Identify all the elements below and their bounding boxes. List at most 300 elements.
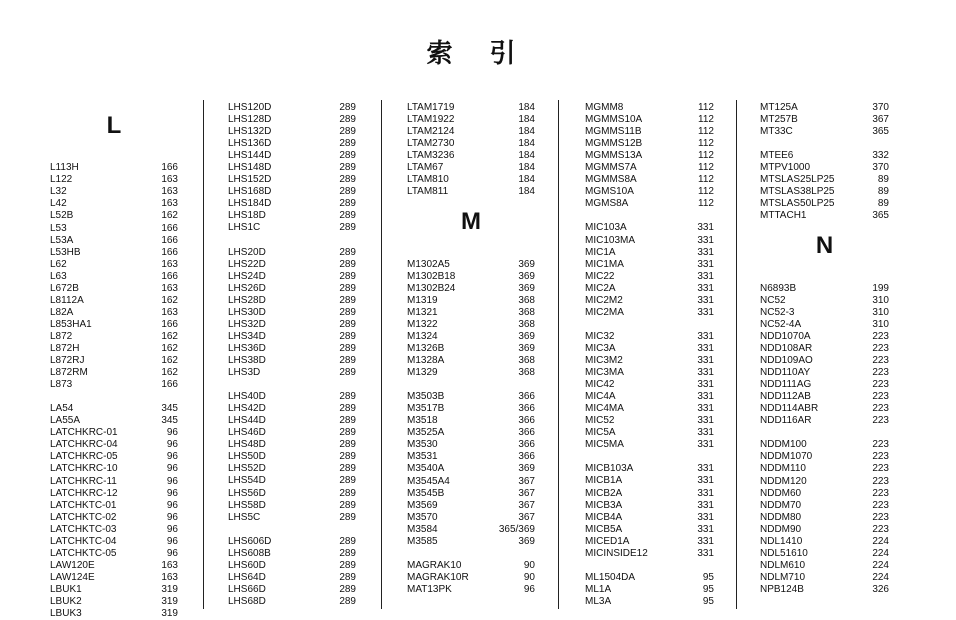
product-code: MAGRAK10R	[407, 571, 469, 583]
index-entry	[760, 488, 889, 500]
product-code: NDDM90	[760, 523, 802, 535]
page-number: 163	[161, 198, 178, 210]
group-spacer	[407, 548, 535, 560]
product-code: L873	[50, 379, 73, 391]
page-number: 366	[518, 391, 535, 403]
index-entry	[407, 283, 535, 295]
page-number: 223	[872, 403, 889, 415]
index-entry	[407, 451, 535, 463]
product-code: M3570	[407, 511, 438, 523]
product-code: MGMMS8A	[585, 174, 637, 186]
index-entry	[585, 307, 714, 319]
product-code: M1319	[407, 294, 438, 306]
index-entry	[760, 439, 889, 451]
product-code: L872RM	[50, 367, 88, 379]
index-entry	[228, 222, 356, 234]
page-number: 289	[339, 547, 356, 559]
product-code: LHS44D	[228, 415, 266, 427]
index-entry	[228, 102, 356, 114]
index-entry	[228, 210, 356, 222]
page-number: 223	[872, 499, 889, 511]
page-number: 289	[339, 595, 356, 607]
page-number: 184	[518, 150, 535, 162]
index-entry	[760, 307, 889, 319]
index-entry	[50, 198, 178, 210]
product-code: L8112A	[50, 294, 84, 306]
product-code: LTAM2124	[407, 126, 455, 138]
page-number: 367	[518, 499, 535, 511]
index-entry	[585, 367, 714, 379]
page-number: 368	[518, 367, 535, 379]
product-code: M3584	[407, 523, 438, 535]
column-divider	[736, 100, 737, 609]
index-entry	[585, 427, 714, 439]
index-entry	[407, 488, 535, 500]
page-number: 289	[339, 367, 356, 379]
group-spacer	[228, 235, 356, 247]
index-entry	[585, 512, 714, 524]
product-code: MGMS10A	[585, 186, 634, 198]
index-entry	[228, 488, 356, 500]
page-number: 96	[166, 511, 178, 523]
product-code: LHS58D	[228, 499, 266, 511]
product-code: MIC3MA	[585, 367, 624, 379]
product-code: M1302A5	[407, 258, 450, 270]
product-code: NDLM710	[760, 571, 806, 583]
product-code: LHS5C	[228, 511, 261, 523]
page-number: 366	[518, 415, 535, 427]
page-number: 289	[339, 403, 356, 415]
page-number: 224	[872, 535, 889, 547]
product-code: M3545B	[407, 487, 445, 499]
page-number: 331	[697, 403, 714, 415]
index-entry	[228, 596, 356, 608]
page-number: 366	[518, 439, 535, 451]
page-number: 289	[339, 342, 356, 354]
index-entry	[760, 198, 889, 210]
page-number: 90	[523, 559, 535, 571]
index-entry	[585, 524, 714, 536]
product-code: LHS22D	[228, 258, 266, 270]
page-number: 96	[166, 547, 178, 559]
page-number: 95	[702, 595, 714, 607]
page-number: 223	[872, 330, 889, 342]
product-code: MIC5A	[585, 427, 616, 439]
page-number: 199	[872, 282, 889, 294]
product-code: ML1504DA	[585, 571, 636, 583]
index-entry	[585, 126, 714, 138]
index-entry	[50, 415, 178, 427]
index-entry	[50, 476, 178, 488]
index-entry	[585, 283, 714, 295]
index-entry	[407, 536, 535, 548]
index-entry	[760, 174, 889, 186]
page-number: 289	[339, 150, 356, 162]
index-entry	[50, 343, 178, 355]
index-entry	[585, 222, 714, 234]
index-entry	[760, 186, 889, 198]
product-code: LBUK3	[50, 608, 82, 620]
index-entry	[50, 548, 178, 560]
product-code: LTAM3236	[407, 150, 455, 162]
product-code: MGMS8A	[585, 198, 629, 210]
index-entry	[585, 162, 714, 174]
product-code: LATCHKTC-01	[50, 499, 117, 511]
index-entry	[760, 319, 889, 331]
index-entry	[760, 512, 889, 524]
index-entry	[760, 114, 889, 126]
index-entry	[585, 584, 714, 596]
index-entry	[585, 415, 714, 427]
page-number: 289	[339, 354, 356, 366]
product-code: NDDM60	[760, 487, 802, 499]
index-entry	[228, 536, 356, 548]
page-number: 162	[161, 294, 178, 306]
product-code: L853HA1	[50, 318, 92, 330]
page-number: 224	[872, 547, 889, 559]
page-number: 162	[161, 330, 178, 342]
index-entry	[228, 391, 356, 403]
page-number: 331	[697, 354, 714, 366]
product-code: LTAM1922	[407, 114, 455, 126]
page-number: 184	[518, 162, 535, 174]
product-code: MGMMS11B	[585, 126, 642, 138]
index-entry	[585, 463, 714, 475]
index-entry	[585, 488, 714, 500]
index-entry	[50, 488, 178, 500]
product-code: NDDM70	[760, 499, 802, 511]
section-letter-heading: M	[461, 208, 481, 236]
page-number: 223	[872, 439, 889, 451]
page-number: 289	[339, 186, 356, 198]
product-code: LATCHKRC-11	[50, 475, 117, 487]
page-number: 289	[339, 391, 356, 403]
index-entry	[407, 102, 535, 114]
page-number: 331	[697, 246, 714, 258]
page-number: 289	[339, 174, 356, 186]
product-code: LTAM810	[407, 174, 449, 186]
page-number: 366	[518, 427, 535, 439]
product-code: NDDM110	[760, 463, 806, 475]
product-code: MIC1A	[585, 246, 616, 258]
index-entry	[50, 210, 178, 222]
index-entry	[228, 451, 356, 463]
page-number: 163	[161, 186, 178, 198]
page-number: 368	[518, 294, 535, 306]
index-entry	[760, 210, 889, 222]
index-entry	[50, 223, 178, 235]
product-code: MIC2A	[585, 282, 616, 294]
index-entry	[50, 572, 178, 584]
page-number: 289	[339, 415, 356, 427]
index-entry	[760, 102, 889, 114]
product-code: LHS38D	[228, 354, 266, 366]
page-number: 289	[339, 198, 356, 210]
page-number: 289	[339, 306, 356, 318]
product-code: LHS60D	[228, 559, 266, 571]
index-entry	[760, 463, 889, 475]
index-entry	[228, 500, 356, 512]
product-code: LATCHKTC-04	[50, 535, 117, 547]
index-entry	[760, 524, 889, 536]
product-code: MIC5MA	[585, 439, 624, 451]
page-number: 163	[161, 282, 178, 294]
product-code: LTAM1719	[407, 102, 455, 113]
product-code: L122	[50, 174, 73, 186]
product-code: L62	[50, 258, 67, 270]
product-code: MIC4A	[585, 391, 616, 403]
page-number: 163	[161, 571, 178, 583]
page-number: 289	[339, 222, 356, 234]
index-entry	[407, 186, 535, 198]
index-entry	[228, 403, 356, 415]
page-number: 89	[877, 186, 889, 198]
page-number: 289	[339, 210, 356, 222]
product-code: MICB103A	[585, 463, 634, 475]
index-entry	[50, 247, 178, 259]
page-number: 369	[518, 463, 535, 475]
product-code: LATCHKRC-04	[50, 439, 118, 451]
product-code: LHS50D	[228, 451, 266, 463]
index-column-3	[407, 102, 535, 609]
product-code: LTAM811	[407, 186, 449, 198]
product-code: MTSLAS25LP25	[760, 174, 835, 186]
page-number: 331	[697, 222, 714, 234]
index-entry	[760, 391, 889, 403]
index-entry	[407, 271, 535, 283]
page-number: 369	[518, 330, 535, 342]
index-entry	[228, 560, 356, 572]
product-code: NC52-4A	[760, 318, 802, 330]
index-entry	[50, 307, 178, 319]
page-number: 96	[166, 451, 178, 463]
page-number: 331	[697, 535, 714, 547]
product-code: LHS608B	[228, 547, 271, 559]
product-code: MGMM8	[585, 102, 624, 113]
product-code: M1321	[407, 306, 438, 318]
index-entry	[407, 403, 535, 415]
index-entry	[228, 439, 356, 451]
index-entry	[407, 162, 535, 174]
page-number: 163	[161, 174, 178, 186]
page-number: 289	[339, 162, 356, 174]
index-entry	[585, 403, 714, 415]
product-code: MIC42	[585, 379, 615, 391]
index-entry	[585, 271, 714, 283]
page-number: 289	[339, 102, 356, 113]
product-code: LHS30D	[228, 306, 266, 318]
page-number: 331	[697, 306, 714, 318]
page-number: 184	[518, 102, 535, 113]
product-code: LHS52D	[228, 463, 266, 475]
page-number: 331	[697, 511, 714, 523]
product-code: MT125A	[760, 102, 798, 113]
product-code: M3545A4	[407, 475, 450, 487]
product-code: MIC22	[585, 270, 615, 282]
index-entry	[228, 584, 356, 596]
page-number: 89	[877, 198, 889, 210]
page-number: 289	[339, 246, 356, 258]
product-code: LATCHKTC-05	[50, 547, 117, 559]
index-entry	[228, 150, 356, 162]
product-code: M3518	[407, 415, 438, 427]
page-number: 331	[697, 294, 714, 306]
product-code: MIC3M2	[585, 354, 623, 366]
page-number: 95	[702, 571, 714, 583]
index-entry	[585, 295, 714, 307]
product-code: MT33C	[760, 126, 793, 138]
page-number: 367	[518, 487, 535, 499]
page-number: 166	[161, 234, 178, 246]
product-code: LBUK2	[50, 595, 82, 607]
index-entry	[228, 367, 356, 379]
product-code: LHS32D	[228, 318, 266, 330]
page-number: 331	[697, 475, 714, 487]
index-entry	[407, 331, 535, 343]
index-entry	[407, 174, 535, 186]
product-code: LHS144D	[228, 150, 272, 162]
page-number: 331	[697, 379, 714, 391]
product-code: NDD108AR	[760, 342, 813, 354]
page-number: 331	[697, 415, 714, 427]
page-number: 345	[161, 403, 178, 415]
index-entry	[585, 114, 714, 126]
product-code: NDD109AO	[760, 355, 813, 367]
page-number: 369	[518, 270, 535, 282]
page-number: 310	[872, 306, 889, 318]
index-entry	[50, 596, 178, 608]
page-number: 223	[872, 463, 889, 475]
page-number: 166	[161, 379, 178, 391]
index-entry	[50, 379, 178, 391]
page-number: 331	[697, 258, 714, 270]
page-number: 331	[697, 523, 714, 535]
page-number: 310	[872, 318, 889, 330]
product-code: LHS36D	[228, 342, 266, 354]
page-number: 370	[872, 162, 889, 174]
page-number: 166	[161, 318, 178, 330]
index-entry	[585, 439, 714, 451]
product-code: LHS42D	[228, 403, 266, 415]
page-number: 345	[161, 415, 178, 427]
page-number: 96	[166, 475, 178, 487]
group-spacer	[760, 271, 889, 283]
index-entry	[585, 572, 714, 584]
page-number: 112	[698, 114, 714, 126]
page-number: 289	[339, 571, 356, 583]
page-number: 163	[161, 306, 178, 318]
product-code: M3540A	[407, 463, 445, 475]
index-entry	[760, 331, 889, 343]
index-entry	[228, 355, 356, 367]
index-entry	[228, 475, 356, 487]
index-entry	[407, 463, 535, 475]
page-number: 368	[518, 318, 535, 330]
product-code: MIC52	[585, 415, 615, 427]
product-code: MICB2A	[585, 487, 623, 499]
product-code: L82A	[50, 306, 74, 318]
product-code: MIC103MA	[585, 234, 636, 246]
page-number: 367	[518, 511, 535, 523]
page-number: 96	[166, 499, 178, 511]
index-entry	[585, 391, 714, 403]
product-code: MIC2MA	[585, 306, 624, 318]
index-entry	[50, 560, 178, 572]
product-code: LATCHKRC-12	[50, 487, 118, 499]
product-code: L672B	[50, 282, 79, 294]
index-entry	[760, 150, 889, 162]
index-entry	[585, 150, 714, 162]
index-entry	[760, 355, 889, 367]
product-code: L53HB	[50, 246, 81, 258]
page-number: 331	[697, 547, 714, 559]
index-entry	[228, 186, 356, 198]
index-entry	[228, 295, 356, 307]
page-number: 289	[339, 318, 356, 330]
group-spacer	[50, 391, 178, 403]
page-number: 223	[872, 451, 889, 463]
index-entry	[760, 548, 889, 560]
page-number: 223	[872, 379, 889, 391]
group-spacer	[760, 138, 889, 150]
index-entry	[228, 174, 356, 186]
product-code: L52B	[50, 210, 74, 222]
product-code: M1329	[407, 367, 438, 379]
index-entry	[585, 259, 714, 271]
product-code: LHS184D	[228, 198, 272, 210]
index-entry	[407, 150, 535, 162]
product-code: M1322	[407, 318, 438, 330]
product-code: NDD111AG	[760, 379, 812, 391]
index-entry	[50, 367, 178, 379]
index-entry	[407, 512, 535, 524]
product-code: M1324	[407, 330, 438, 342]
page-number: 112	[698, 174, 714, 186]
product-code: LHS132D	[228, 126, 272, 138]
page-number: 112	[698, 102, 714, 113]
page-number: 331	[697, 499, 714, 511]
page-number: 223	[872, 475, 889, 487]
index-entry	[760, 343, 889, 355]
index-entry	[228, 415, 356, 427]
index-entry	[407, 572, 535, 584]
index-entry	[585, 548, 714, 560]
index-entry	[407, 439, 535, 451]
page-number: 223	[872, 487, 889, 499]
page-number: 96	[166, 535, 178, 547]
page-number: 289	[339, 258, 356, 270]
product-code: LBUK1	[50, 583, 82, 595]
group-spacer	[760, 427, 889, 439]
index-entry	[407, 355, 535, 367]
page-number: 368	[518, 355, 535, 367]
product-code: LHS148D	[228, 162, 272, 174]
page-number: 184	[518, 114, 535, 126]
index-entry	[585, 379, 714, 391]
index-entry	[760, 560, 889, 572]
page-number: 289	[339, 475, 356, 487]
index-entry	[585, 138, 714, 150]
index-entry	[228, 307, 356, 319]
index-entry	[50, 259, 178, 271]
page-number: 90	[523, 571, 535, 583]
page-number: 366	[518, 403, 535, 415]
index-entry	[760, 572, 889, 584]
product-code: NDD112AB	[760, 391, 811, 403]
product-code: ML1A	[585, 583, 612, 595]
product-code: LHS56D	[228, 487, 266, 499]
index-entry	[760, 283, 889, 295]
